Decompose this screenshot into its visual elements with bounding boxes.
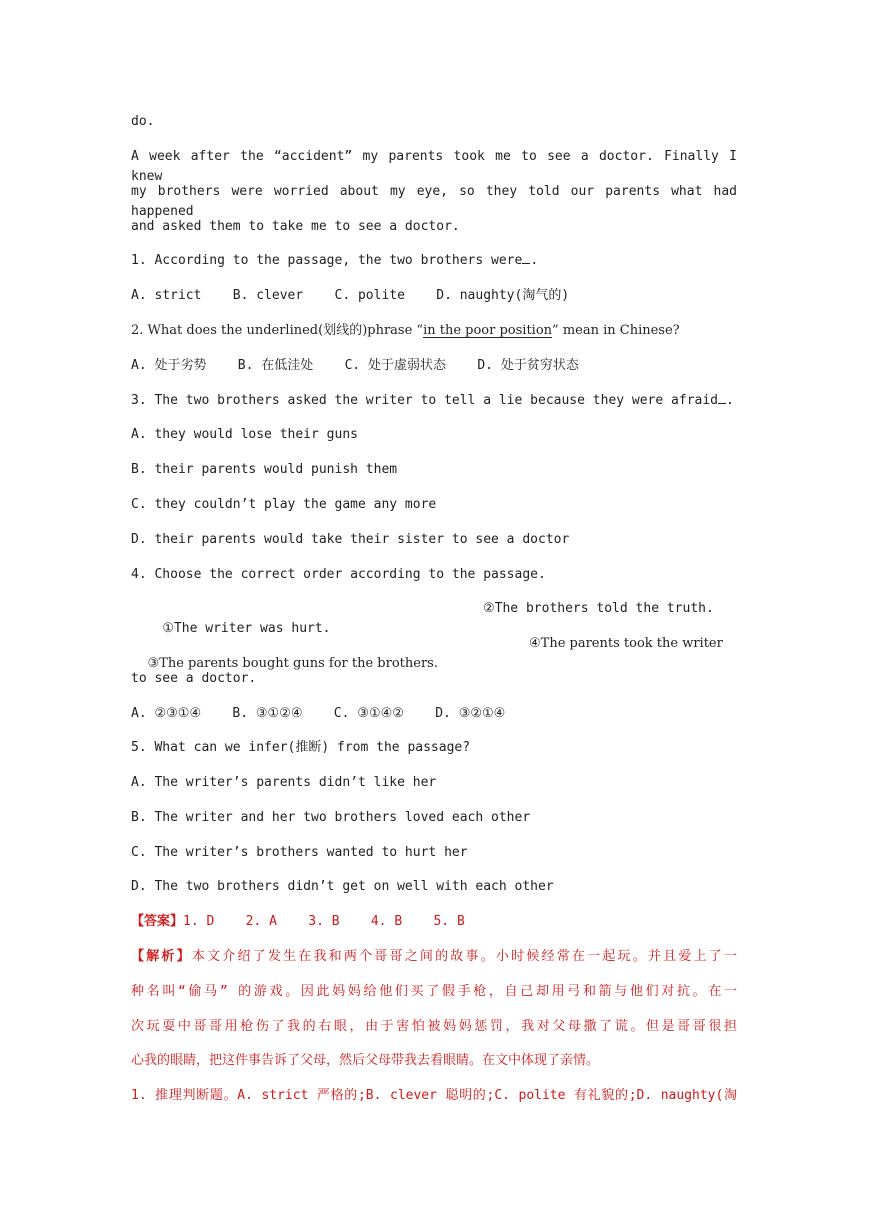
- event-3: ③The parents bought guns for the brothers.: [147, 656, 438, 671]
- analysis-label: 【解析】: [131, 949, 192, 964]
- passage-line: my brothers were worried about my eye, so they told our parents what had happened: [131, 184, 737, 219]
- event-2: ②The brothers told the truth.: [483, 601, 714, 616]
- question-2-stem: [131, 321, 737, 341]
- question-1-options: A. strict B. clever C. polite D. naughty(淘气的): [131, 288, 570, 303]
- analysis-line: 心我的眼睛，把这件事告诉了父母，然后父母带我去看眼睛。在文中体现了亲情。: [131, 1053, 600, 1068]
- question-4-options: A. ②③①④ B. ③①②④ C. ③①④② D. ③②①④: [131, 706, 506, 721]
- analysis-line: 次玩耍中哥哥用枪伤了我的右眼，由于害怕被妈妈惩罚，我对父母撒了谎。但是哥哥很担: [131, 1019, 737, 1034]
- question-2-options: A. 处于劣势 B. 在低洼处 C. 处于虚弱状态 D. 处于贫穷状态: [131, 358, 579, 373]
- answer-blank: [718, 391, 726, 404]
- answer-text: 1. D 2. A 3. B 4. B 5. B: [183, 914, 465, 929]
- question-3-option-a: A. they would lose their guns: [131, 427, 358, 442]
- analysis-line: 1. 推理判断题。A. strict 严格的;B. clever 聪明的;C. polite 有礼貌的;D. naughty(淘: [131, 1088, 737, 1103]
- answer-label: 【答案】: [131, 914, 184, 929]
- answer-line: [131, 912, 737, 932]
- question-3-option-c: C. they couldn’t play the game any more: [131, 497, 437, 512]
- question-5-option-b: B. The writer and her two brothers loved each other: [131, 810, 531, 825]
- passage-line: and asked them to take me to see a doctor.: [131, 219, 460, 234]
- event-4: ④The parents took the writer: [529, 636, 723, 651]
- passage-line: A week after the “accident” my parents took me to see a doctor. Finally I knew: [131, 149, 737, 184]
- question-5-stem: 5. What can we infer(推断) from the passage?: [131, 740, 471, 755]
- question-5-option-c: C. The writer’s brothers wanted to hurt her: [131, 845, 468, 860]
- question-2-stem-post: ” mean in Chinese?: [552, 323, 680, 338]
- question-5-option-a: A. The writer’s parents didn’t like her: [131, 775, 437, 790]
- question-3-stem: 3. The two brothers asked the writer to tell a lie because they were afraid .: [131, 393, 734, 408]
- analysis-text: 本文介绍了发生在我和两个哥哥之间的故事。小时候经常在一起玩。并且爱上了一: [191, 949, 737, 964]
- analysis-line: 种名叫“偷马” 的游戏。因此妈妈给他们买了假手枪，自己却用弓和箭与他们对抗。在一: [131, 984, 737, 999]
- event-1: ①The writer was hurt.: [162, 621, 331, 636]
- question-2-stem-pre: 2. What does the underlined(划线的)phrase “: [131, 323, 424, 338]
- question-3-option-b: B. their parents would punish them: [131, 462, 398, 477]
- passage-line: do.: [131, 114, 155, 129]
- underlined-phrase: in the poor position: [423, 323, 553, 338]
- question-3-stem-text: 3. The two brothers asked the writer to tell a lie because they were afraid: [131, 393, 718, 408]
- question-3-option-d: D. their parents would take their sister to see a doctor: [131, 532, 570, 547]
- answer-blank: [522, 251, 530, 264]
- question-4-stem: 4. Choose the correct order according to the passage.: [131, 567, 546, 582]
- analysis-line: [131, 947, 737, 967]
- event-4-continued: to see a doctor.: [131, 671, 257, 686]
- question-1-stem-text: 1. According to the passage, the two brothers were: [131, 253, 523, 268]
- question-1-stem: 1. According to the passage, the two brothers were .: [131, 253, 539, 268]
- question-5-option-d: D. The two brothers didn’t get on well with each other: [131, 879, 554, 894]
